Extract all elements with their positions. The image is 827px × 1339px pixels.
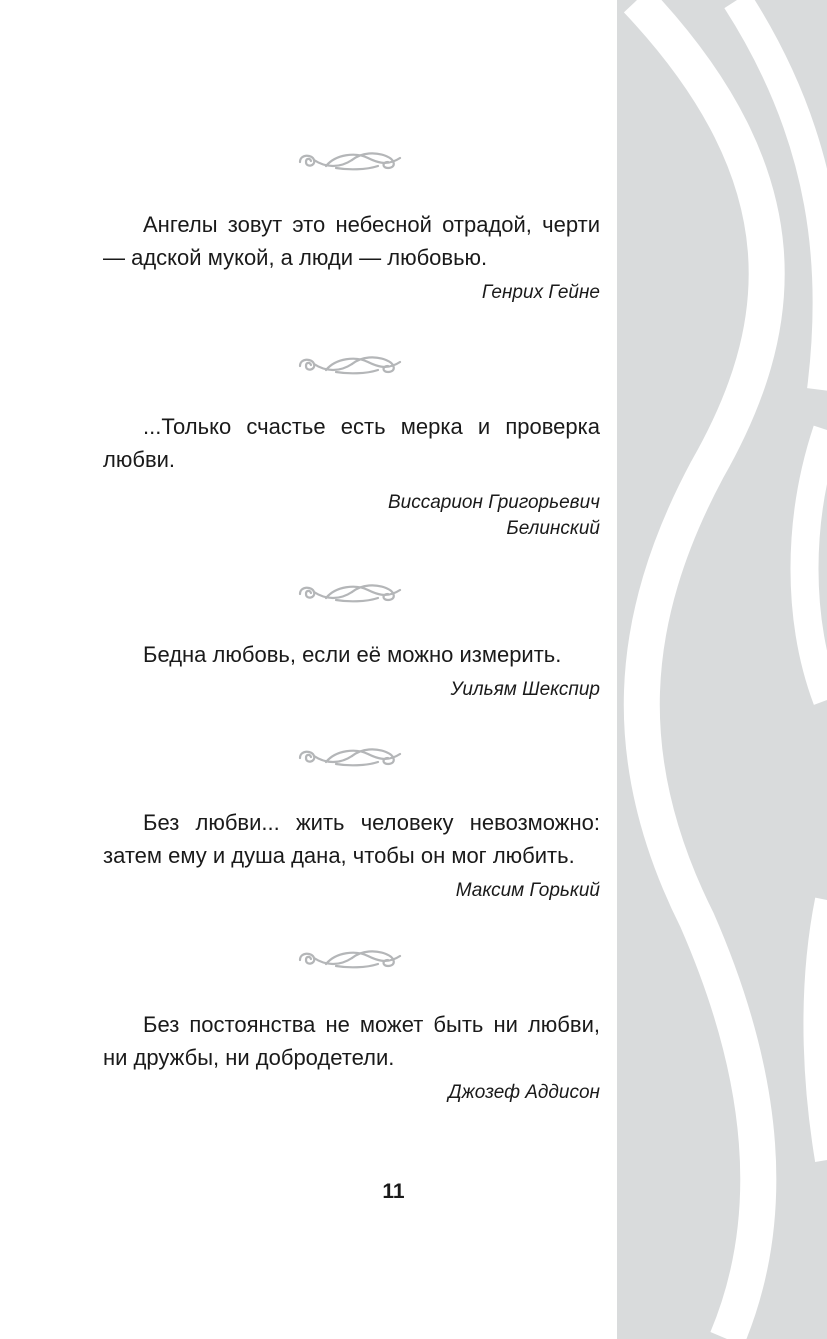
- quote-author: Генрих Гейне: [481, 282, 600, 303]
- quote-block: [103, 208, 600, 306]
- quote-text: ...Только счастье есть мерка и проверка любви.: [103, 414, 600, 472]
- wave-stripes-decoration: [617, 0, 827, 1339]
- flourish-ornament-icon: [296, 352, 408, 378]
- quote-author: Джозеф Аддисон: [448, 1082, 600, 1103]
- flourish-ornament-icon: [296, 148, 408, 174]
- flourish-ornament-icon: [296, 744, 408, 770]
- quote-text: Бедна любовь, если её можно измерить.: [143, 642, 562, 667]
- quote-block: [103, 806, 600, 904]
- page-number: 11: [382, 1180, 405, 1203]
- quote-author: Уильям Шекспир: [450, 679, 600, 700]
- quote-author: Максим Горький: [455, 880, 600, 901]
- quote-block: [103, 638, 600, 703]
- quote-text: Без любви... жить человеку невозможно: затем ему и душа дана, чтобы он мог любить.: [103, 810, 600, 868]
- quote-author: Виссарион Григорьевич: [387, 492, 600, 513]
- quote-block: [103, 410, 600, 542]
- quote-block: [103, 1008, 600, 1106]
- quote-text: Без постоянства не может быть ни любви, ни дружбы, ни добродетели.: [103, 1012, 600, 1070]
- flourish-ornament-icon: [296, 580, 408, 606]
- flourish-ornament-icon: [296, 946, 408, 972]
- quote-author: Белинский: [506, 518, 600, 539]
- quote-text: Ангелы зовут это небесной отрадой, черти — адской мукой, а люди — любовью.: [103, 212, 600, 270]
